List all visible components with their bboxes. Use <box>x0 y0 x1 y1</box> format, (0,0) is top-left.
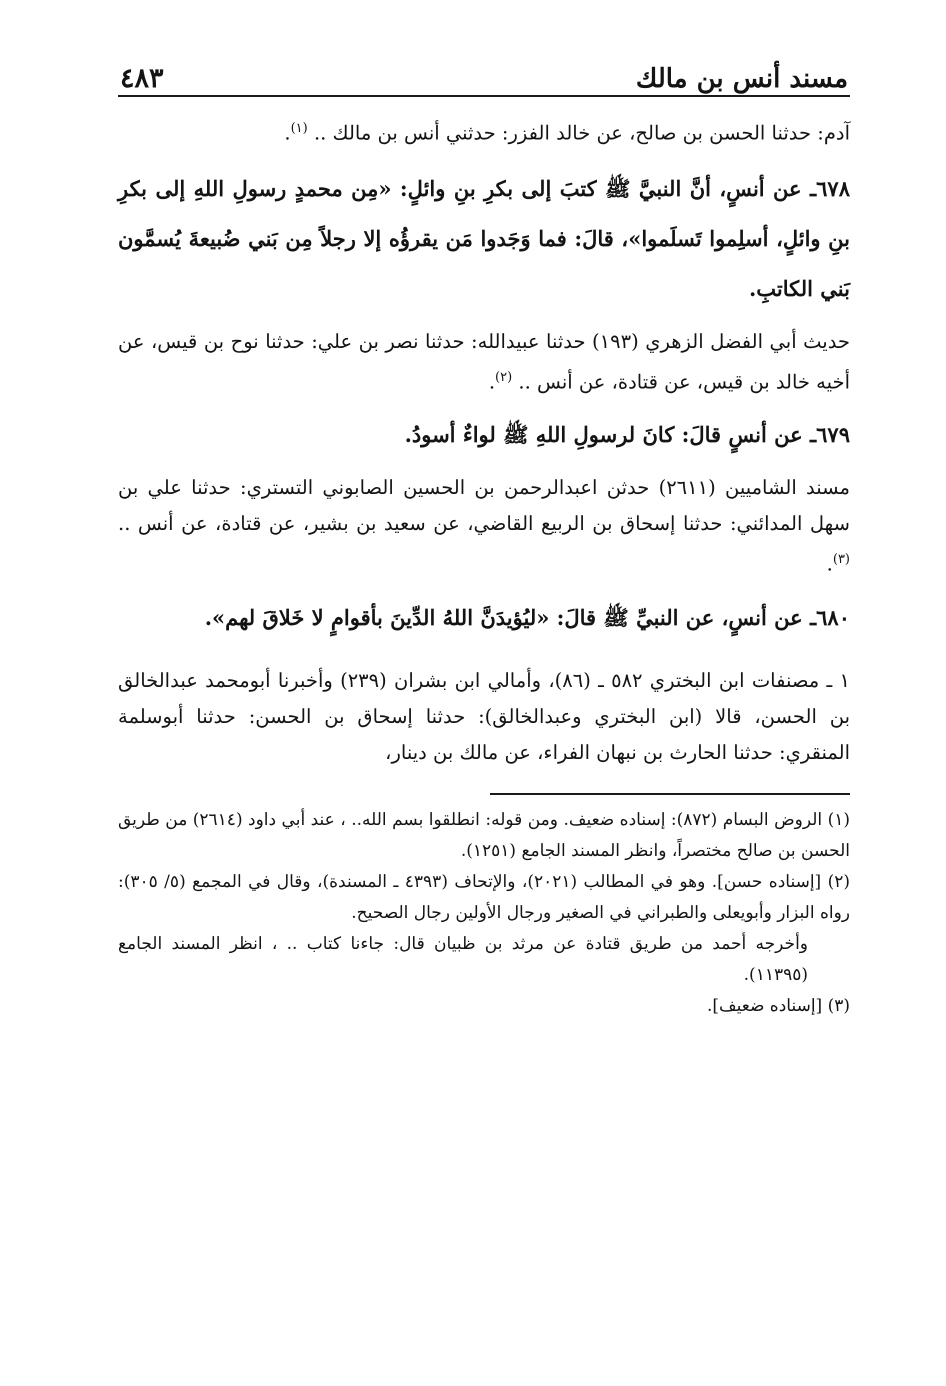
source-paragraph: مسند الشاميين (٢٦١١) حدثن اعبدالرحمن بن الحسين الصابوني التستري: حدثنا علي بن سهل المدائني: حدثنا إسحاق بن الربيع القاضي، عن سعيد بن بشير، عن قتادة، عن أنس .. $^{(٣)}$. <box>118 476 850 576</box>
page-number: ٤٨٣ <box>120 63 164 94</box>
running-header <box>118 52 850 97</box>
main-text <box>118 111 850 771</box>
source-paragraph: ١ ـ مصنفات ابن البختري ٥٨٢ ـ (٨٦)، وأمالي ابن بشران (٢٣٩) وأخبرنا أبومحمد عبدالخالق بن الحسن، قالا (ابن البختري وعبدالخالق): حدثنا إسحاق بن الحسن: حدثنا أبوسلمة المنقري: حدثنا الحارث بن نبهان الفراء، عن مالك بن دينار، <box>118 668 850 764</box>
footnote: (٣) [إسناده ضعيف]. <box>706 995 850 1016</box>
footnote-marker: (٢) <box>495 369 513 385</box>
footnote-separator <box>490 793 850 795</box>
footnote: (٢) [إسناده حسن]. وهو في المطالب (٢٠٢١)، والإتحاف (٤٣٩٣ ـ المسندة)، وقال في المجمع (٥/ ٣٠٥): رواه البزار وأبويعلى والطبراني في الصغير ورجال الأولين رجال الصحيح. <box>118 871 850 923</box>
footnote-marker: (١) <box>290 121 308 136</box>
footnotes <box>118 805 850 1022</box>
source-paragraph: حديث أبي الفضل الزهري (١٩٣) حدثنا عبيدالله: حدثنا نصر بن علي: حدثنا نوح بن قيس، عن أخيه خالد بن قيس، عن قتادة، عن أنس .. $^{(٢)}$. <box>118 329 850 393</box>
book-page <box>118 52 850 1372</box>
footnote-continuation: وأخرجه أحمد من طريق قتادة عن مرثد بن ظبيان قال: جاءنا كتاب .. ، انظر المسند الجامع (١١٣٩٥). <box>118 933 808 985</box>
source-paragraph: آدم: حدثنا الحسن بن صالح، عن خالد الفزر: حدثني أنس بن مالك .. $^{(١)}$. <box>284 121 850 145</box>
hadith-paragraph: ٦٧٩ـ عن أنسٍ قالَ: كانَ لرسولِ اللهِ ﷺ لواءٌ أسودُ. <box>404 422 850 447</box>
footnote: (١) الروض البسام (٨٧٢): إسناده ضعيف. ومن قوله: انطلقوا بسم الله.. ، عند أبي داود (٢٦١٤) من طريق الحسن بن صالح مختصراً، وانظر المسند الجامع (١٢٥١). <box>118 809 850 861</box>
hadith-paragraph: ٦٨٠ـ عن أنسٍ، عن النبيِّ ﷺ قالَ: «ليُؤيدَنَّ اللهُ الدِّينَ بأقوامٍ لا خَلاقَ لهم». <box>204 604 850 630</box>
footnote-marker: (٣) <box>832 552 850 567</box>
hadith-paragraph: ٦٧٨ـ عن أنسٍ، أنَّ النبيَّ ﷺ كتبَ إلى بكرِ بنِ وائلٍ: «مِن محمدٍ رسولِ اللهِ إلى بكرِ بنِ وائلٍ، أسلِموا تَسلَموا»، قالَ: فما وَجَدوا مَن يقرؤُه إلا رجلاً مِن بَني ضُبيعةَ يُسمَّون بَني الكاتبِ. <box>118 175 850 301</box>
book-title: مسند أنس بن مالك <box>635 64 848 94</box>
